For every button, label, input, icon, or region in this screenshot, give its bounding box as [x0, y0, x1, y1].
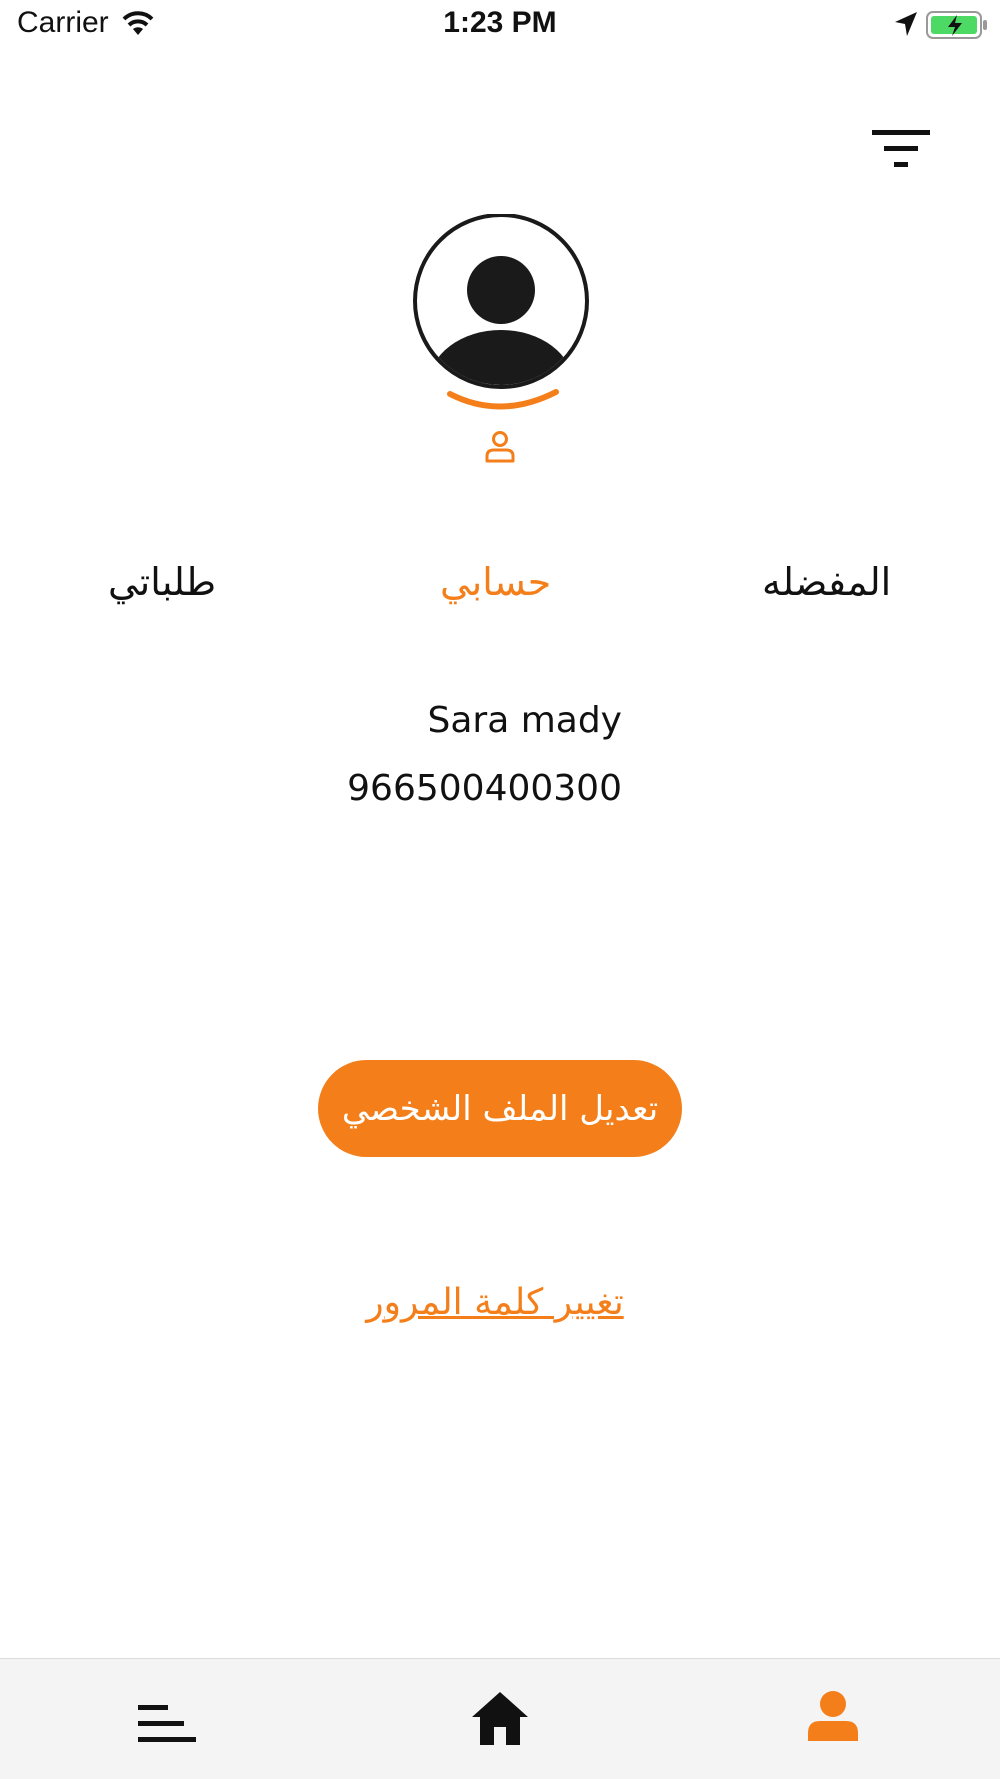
- location-arrow-icon: [893, 10, 919, 42]
- profile-avatar: [410, 214, 592, 414]
- edit-profile-button[interactable]: تعديل الملف الشخصي: [318, 1060, 682, 1157]
- carrier-label: Carrier: [17, 6, 109, 39]
- status-time: 1:23 PM: [443, 6, 557, 39]
- tab-my-account[interactable]: حسابي: [440, 560, 552, 604]
- home-icon[interactable]: [470, 1689, 530, 1751]
- profile-tabs: [0, 560, 1000, 630]
- tab-my-orders[interactable]: طلباتي: [108, 560, 217, 604]
- profile-icon[interactable]: [806, 1689, 860, 1747]
- bottom-tab-bar: [0, 1658, 1000, 1779]
- tab-favorites[interactable]: المفضله: [762, 560, 892, 604]
- change-password-link[interactable]: تغيير كلمة المرور: [366, 1282, 624, 1323]
- user-phone: 966500400300: [347, 768, 622, 809]
- filter-icon[interactable]: [868, 122, 932, 176]
- battery-icon: [926, 10, 988, 44]
- user-outline-icon: [484, 430, 516, 468]
- menu-icon[interactable]: [136, 1703, 198, 1749]
- status-bar: [0, 0, 1000, 52]
- user-name: Sara mady: [427, 700, 622, 741]
